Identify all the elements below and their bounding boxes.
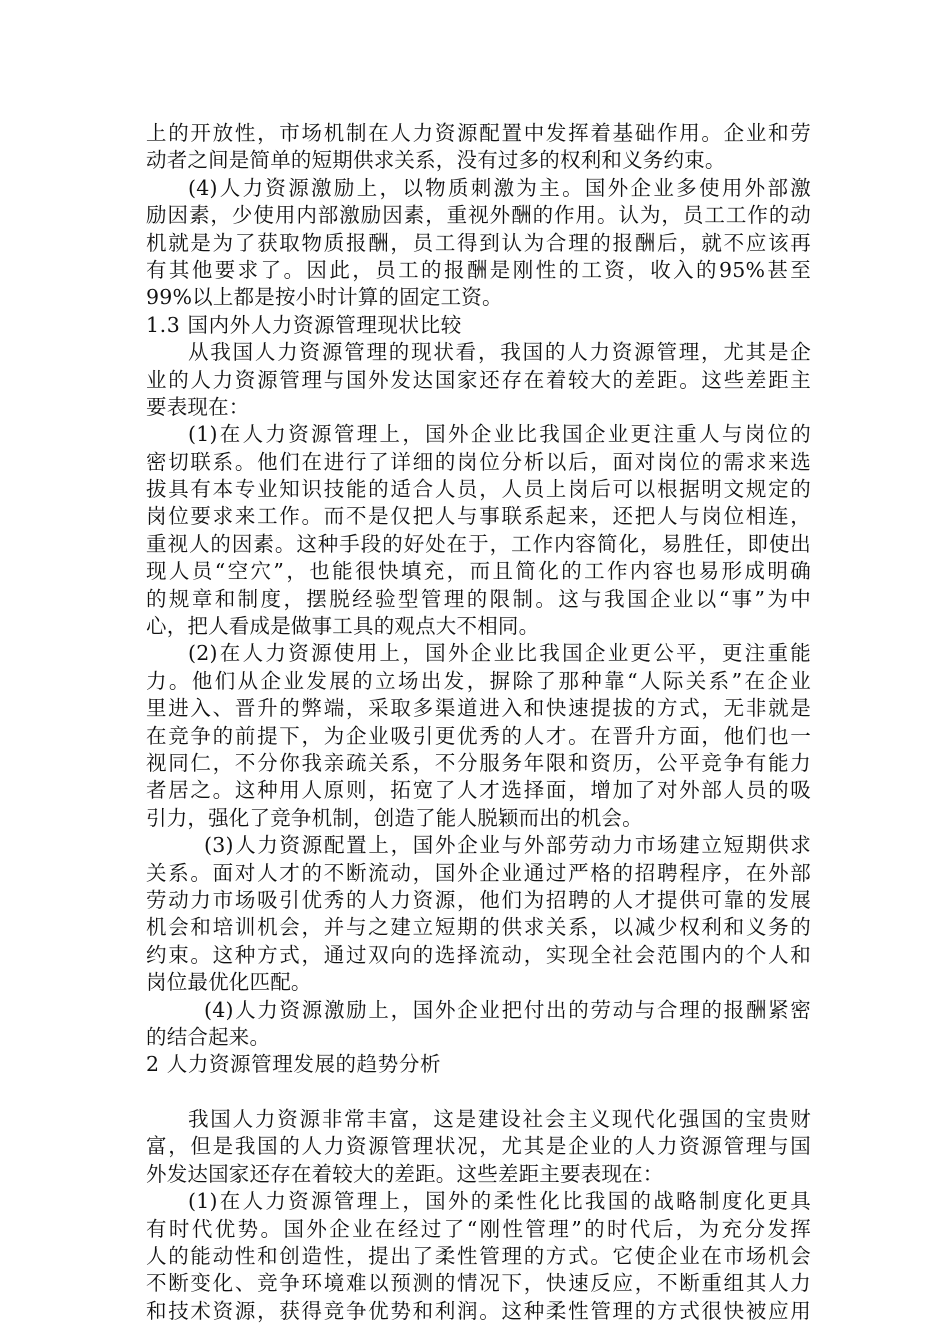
- paragraph: [146, 175, 811, 312]
- text-line: 现人员“空穴”，也能很快填充，而且简化的工作内容也易形成明确: [146, 559, 811, 584]
- text-line: 的规章和制度，摆脱经验型管理的限制。这与我国企业以“事”为中: [146, 586, 811, 611]
- text-line: 引力，强化了竞争机制，创造了能人脱颖而出的机会。: [146, 805, 643, 830]
- text-line: 心，把人看成是做事工具的观点大不相同。: [146, 614, 540, 639]
- paragraph: [146, 640, 811, 832]
- text-line: 外发达国家还存在着较大的差距。这些差距主要表现在：: [146, 1161, 664, 1186]
- text-line: 从我国人力资源管理的现状看，我国的人力资源管理，尤其是企: [188, 340, 811, 365]
- text-line: 者居之。这种用人原则，拓宽了人才选择面，增加了对外部人员的吸: [146, 778, 811, 803]
- text-line: 密切联系。他们在进行了详细的岗位分析以后，面对岗位的需求来选: [146, 449, 811, 474]
- paragraph: [146, 421, 811, 640]
- text-line: 在竞争的前提下，为企业吸引更优秀的人才。在晋升方面，他们也一: [146, 723, 811, 748]
- text-line: 和技术资源，获得竞争优势和利润。这种柔性管理的方式很快被应用: [146, 1298, 811, 1323]
- text-line: 约束。这种方式，通过双向的选择流动，实现全社会范围内的个人和: [146, 942, 811, 967]
- text-line: 2 人力资源管理发展的趋势分析: [146, 1052, 442, 1077]
- text-line: 我国人力资源非常丰富，这是建设社会主义现代化强国的宝贵财: [188, 1107, 811, 1132]
- text-line: 1.3 国内外人力资源管理现状比较: [146, 312, 462, 337]
- text-line: 机会和培训机会，并与之建立短期的供求关系，以减少权利和义务的: [146, 915, 811, 940]
- text-line: 的结合起来。: [146, 1024, 271, 1049]
- text-line: 拔具有本专业知识技能的适合人员，人员上岗后可以根据明文规定的: [146, 477, 811, 502]
- text-line: (3)人力资源配置上，国外企业与外部劳动力市场建立短期供求: [204, 833, 811, 858]
- paragraph: [146, 120, 811, 175]
- text-line: 有其他要求了。因此，员工的报酬是刚性的工资，收入的95%甚至: [146, 257, 811, 282]
- text-line: 动者之间是简单的短期供求关系，没有过多的权利和义务约束。: [146, 148, 726, 173]
- section-heading: [146, 1051, 811, 1078]
- text-line: 重视人的因素。这种手段的好处在于，工作内容简化，易胜任，即使出: [146, 531, 811, 556]
- text-line: 关系。面对人才的不断流动，国外企业通过严格的招聘程序，在外部: [146, 860, 811, 885]
- text-line: 要表现在：: [146, 394, 250, 419]
- document-page: [146, 120, 811, 1325]
- paragraph: [146, 832, 811, 996]
- text-line: 不断变化、竞争环境难以预测的情况下，快速反应，不断重组其人力: [146, 1271, 811, 1296]
- text-line: 99%以上都是按小时计算的固定工资。: [146, 285, 503, 310]
- text-line: (2)在人力资源使用上，国外企业比我国企业更公平，更注重能: [188, 641, 811, 666]
- paragraph: [146, 1188, 811, 1325]
- text-line: (4)人力资源激励上，以物质刺激为主。国外企业多使用外部激: [188, 175, 811, 200]
- paragraph: [146, 997, 811, 1052]
- section-heading: [146, 312, 811, 339]
- text-line: 人的能动性和创造性，提出了柔性管理的方式。它使企业在市场机会: [146, 1244, 811, 1269]
- paragraph: [146, 1106, 811, 1188]
- text-line: 岗位要求来工作。而不是仅把人与事联系起来，还把人与岗位相连，: [146, 504, 811, 529]
- text-line: 劳动力市场吸引优秀的人力资源，他们为招聘的人才提供可靠的发展: [146, 887, 811, 912]
- blank-line: [146, 1079, 811, 1106]
- text-line: (4)人力资源激励上，国外企业把付出的劳动与合理的报酬紧密: [204, 997, 811, 1022]
- paragraph: [146, 339, 811, 421]
- text-line: 岗位最优化匹配。: [146, 970, 312, 995]
- text-line: 里进入、晋升的弊端，采取多渠道进入和快速提拔的方式，无非就是: [146, 696, 811, 721]
- text-line: 机就是为了获取物质报酬，员工得到认为合理的报酬后，就不应该再: [146, 230, 811, 255]
- text-line: (1)在人力资源管理上，国外的柔性化比我国的战略制度化更具: [188, 1189, 811, 1214]
- text-line: 励因素，少使用内部激励因素，重视外酬的作用。认为，员工工作的动: [146, 203, 811, 228]
- text-line: 有时代优势。国外企业在经过了“刚性管理”的时代后，为充分发挥: [146, 1216, 811, 1241]
- text-line: 视同仁，不分你我亲疏关系，不分服务年限和资历，公平竞争有能力: [146, 750, 811, 775]
- text-line: 富，但是我国的人力资源管理状况，尤其是企业的人力资源管理与国: [146, 1134, 811, 1159]
- text-line: (1)在人力资源管理上，国外企业比我国企业更注重人与岗位的: [188, 422, 811, 447]
- text-line: 上的开放性，市场机制在人力资源配置中发挥着基础作用。企业和劳: [146, 121, 811, 145]
- text-line: 业的人力资源管理与国外发达国家还存在着较大的差距。这些差距主: [146, 367, 811, 392]
- text-line: 力。他们从企业发展的立场出发，摒除了那种靠“人际关系”在企业: [146, 668, 811, 693]
